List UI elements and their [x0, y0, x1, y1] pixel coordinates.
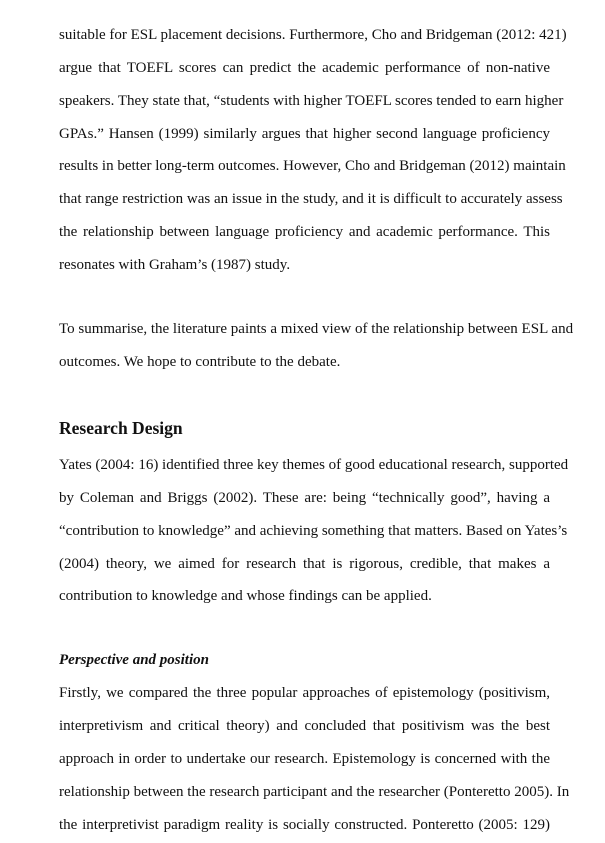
text-line: To summarise, the literature paints a mixed view of the relationship between ESL and [59, 321, 574, 337]
text-line: Yates (2004: 16) identified three key themes of good educational research, supported [59, 457, 569, 473]
text-line: “contribution to knowledge” and achieving something that matters. Based on Yates’s [59, 523, 568, 539]
subsection-heading: Perspective and position [59, 652, 209, 668]
section-heading: Research Design [59, 418, 183, 438]
text-line: that range restriction was an issue in the study, and it is difficult to accurately assess [59, 191, 563, 207]
text-line: speakers. They state that, “students with higher TOEFL scores tended to earn higher [59, 93, 564, 109]
text-line: contribution to knowledge and whose findings can be applied. [59, 588, 432, 604]
text-line: relationship between the research participant and the researcher (Ponteretto 2005). In [59, 784, 570, 800]
text-line: the interpretivist paradigm reality is socially constructed. Ponteretto (2005: 129) [59, 817, 550, 833]
text-line: the relationship between language proficiency and academic performance. This [59, 224, 550, 240]
text-line: Firstly, we compared the three popular approaches of epistemology (positivism, [59, 685, 550, 701]
text-line: resonates with Graham’s (1987) study. [59, 257, 291, 273]
text-line: approach in order to undertake our research. Epistemology is concerned with the [59, 751, 550, 767]
text-line: by Coleman and Briggs (2002). These are: being “technically good”, having a [59, 490, 550, 506]
text-line: suitable for ESL placement decisions. Furthermore, Cho and Bridgeman (2012: 421) [59, 27, 567, 43]
text-line: (2004) theory, we aimed for research that is rigorous, credible, that makes a [59, 556, 550, 572]
text-line: outcomes. We hope to contribute to the debate. [59, 354, 341, 370]
text-line: GPAs.” Hansen (1999) similarly argues that higher second language proficiency [59, 126, 550, 142]
text-line: interpretivism and critical theory) and concluded that positivism was the best [59, 718, 550, 734]
text-line: argue that TOEFL scores can predict the academic performance of non-native [59, 60, 550, 76]
text-line: results in better long-term outcomes. However, Cho and Bridgeman (2012) maintain [59, 158, 566, 174]
